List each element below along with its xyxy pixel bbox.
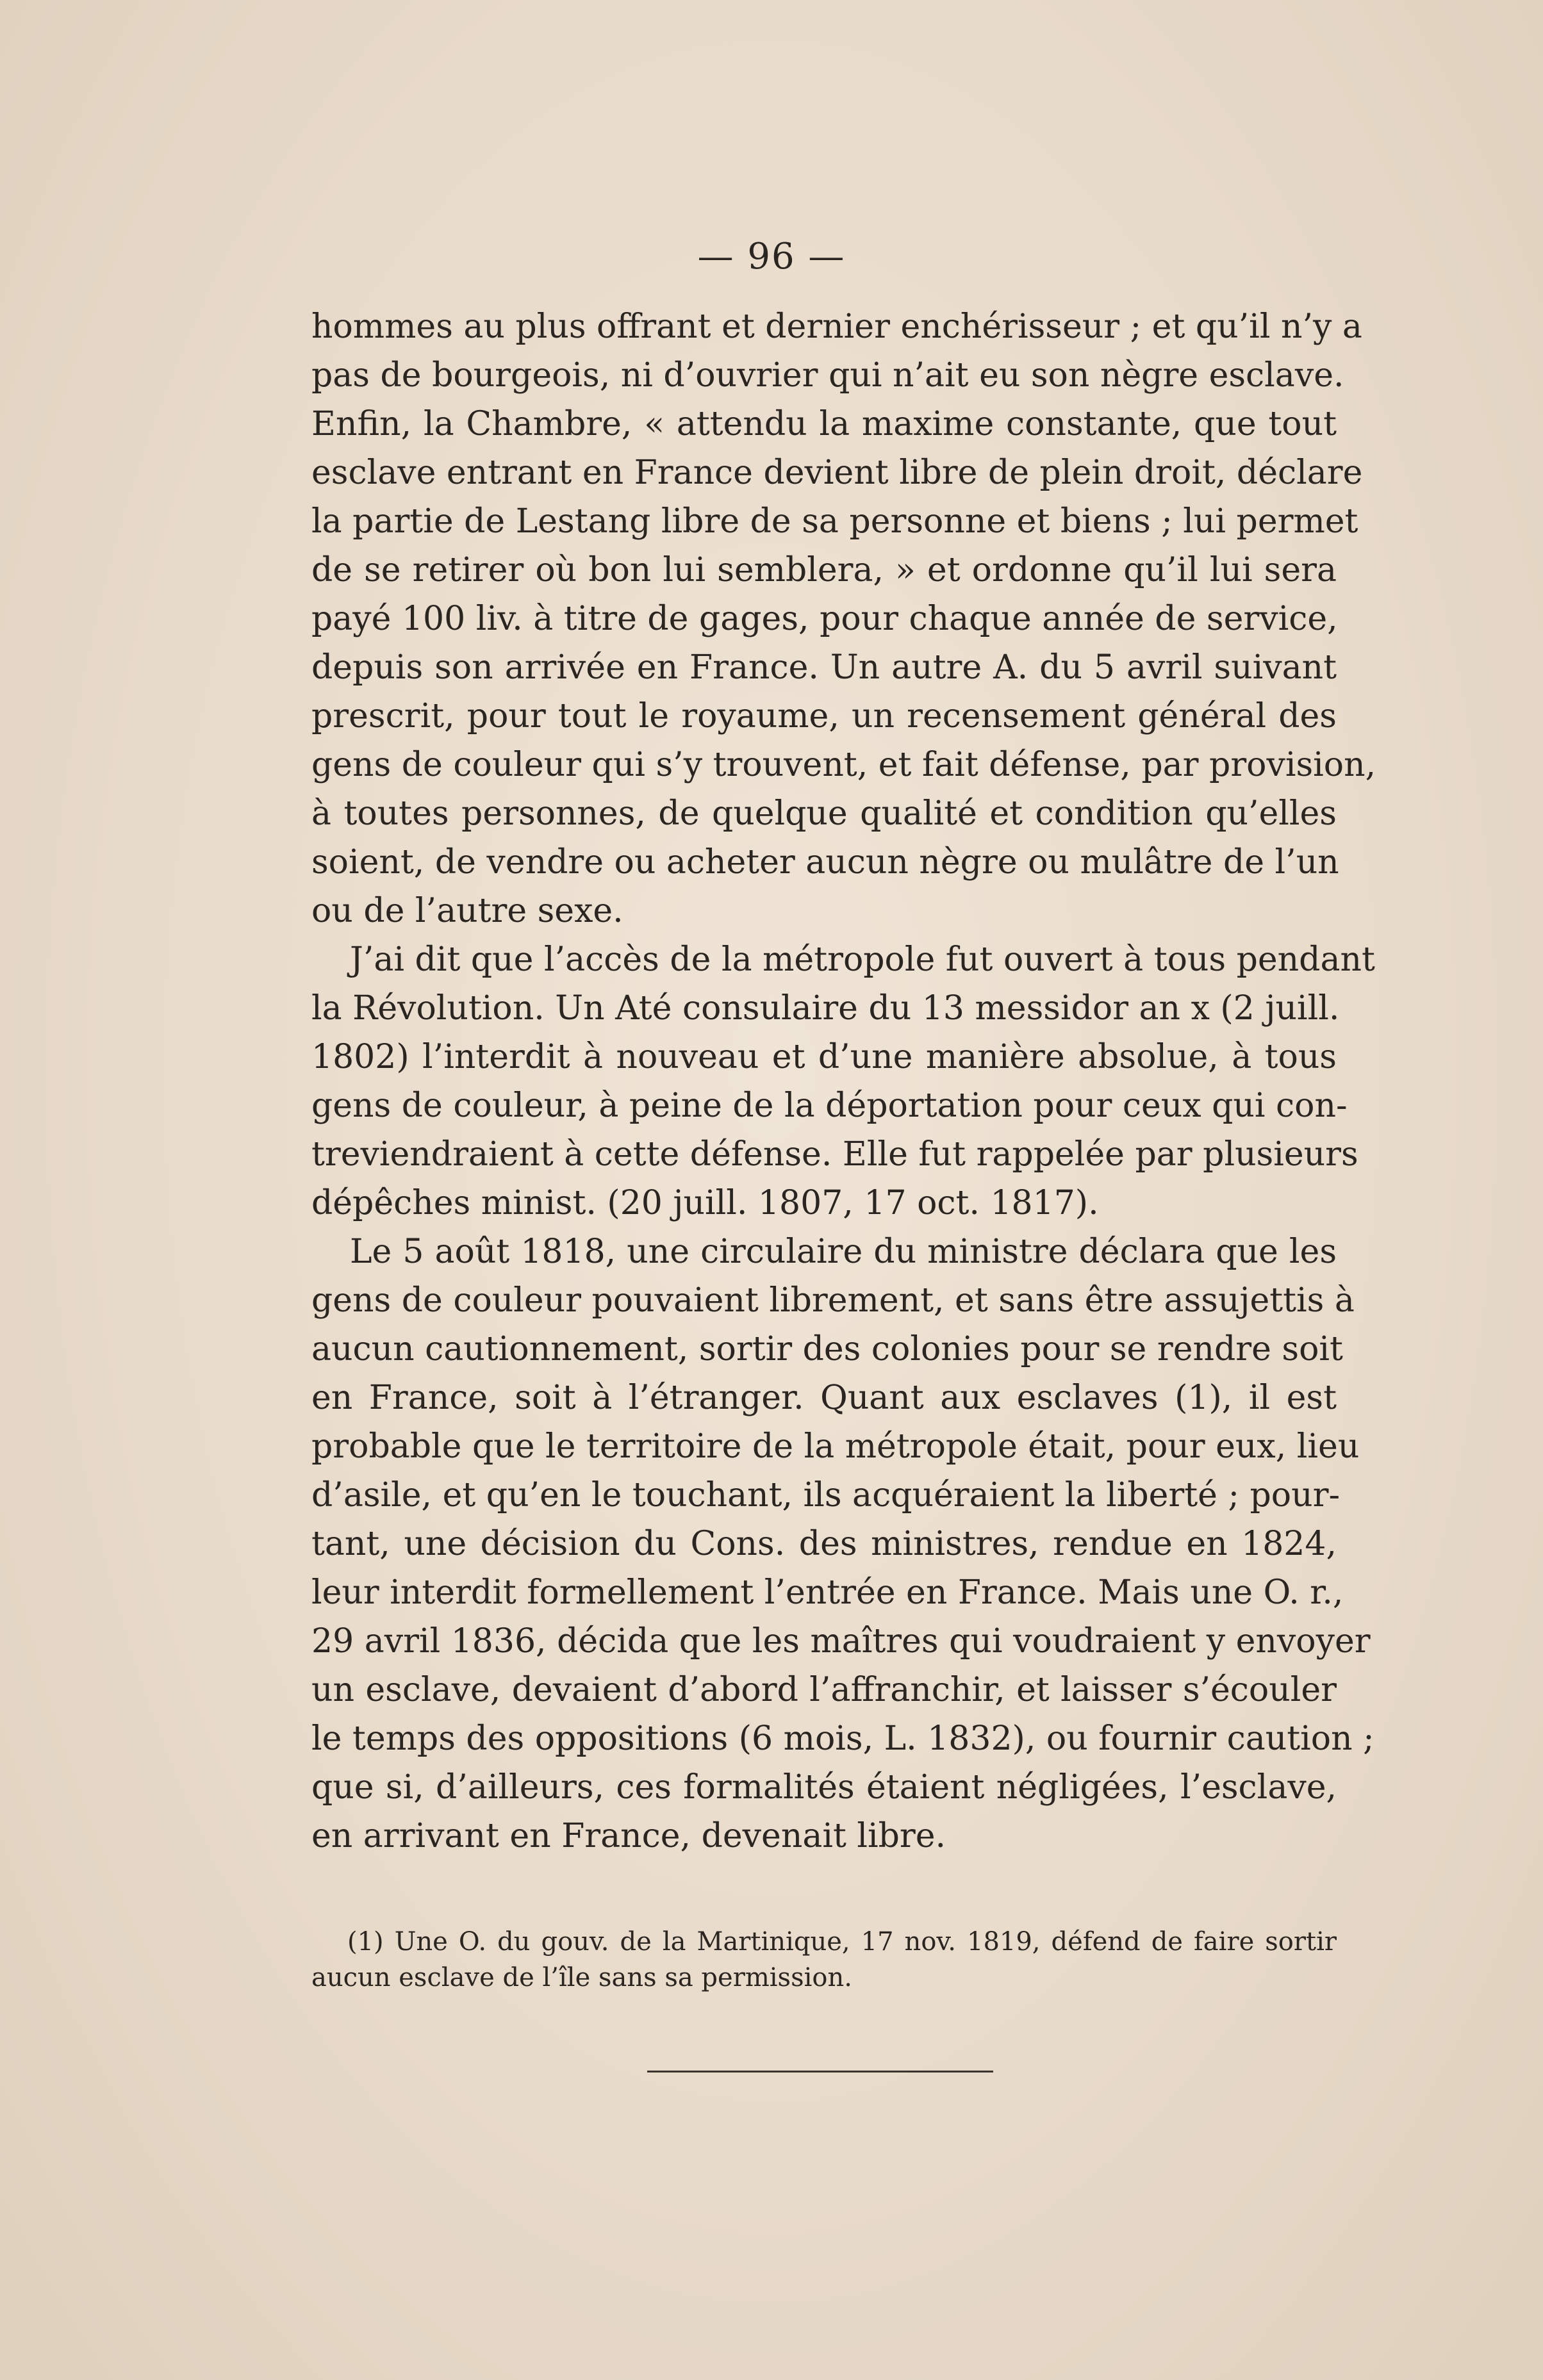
paragraph [311,1227,1374,1860]
text-line: esclave entrant en France devient libre de plein droit, déclare [311,454,1363,492]
paragraph [311,935,1375,1227]
text-line: Le 5 août 1818, une circulaire du ministre déclara que les [350,1233,1337,1271]
footer-rule [647,2071,993,2072]
text-line: gens de couleur pouvaient librement, et sans être assujettis à [311,1281,1355,1320]
text-line: tant, une décision du Cons. des ministres, rendue en 1824, [311,1525,1337,1563]
text-line: depuis son arrivée en France. Un autre A. du 5 avril suivant [311,648,1337,687]
text-line: gens de couleur qui s’y trouvent, et fait défense, par provision, [311,746,1376,784]
body-text [311,302,1376,1860]
text-line: gens de couleur, à peine de la déportation pour ceux qui con- [311,1087,1348,1125]
text-line: payé 100 liv. à titre de gages, pour chaque année de service, [311,600,1338,638]
text-line: un esclave, devaient d’abord l’affranchir, et laisser s’écouler [311,1671,1337,1709]
text-line: d’asile, et qu’en le touchant, ils acquéraient la liberté ; pour- [311,1476,1341,1514]
footnote-line: (1) Une O. du gouv. de la Martinique, 17 nov. 1819, défend de faire sortir [347,1927,1337,1957]
text-line: que si, d’ailleurs, ces formalités étaient négligées, l’esclave, [311,1768,1337,1807]
text-line: la Révolution. Un Até consulaire du 13 messidor an x (2 juill. [311,989,1340,1028]
text-line: Enfin, la Chambre, « attendu la maxime constante, que tout [311,405,1337,443]
text-line: treviendraient à cette défense. Elle fut rappelée par plusieurs [311,1135,1358,1174]
text-line: à toutes personnes, de quelque qualité et condition qu’elles [311,794,1337,833]
page-number: — 96 — [697,236,846,277]
text-line: dépêches minist. (20 juill. 1807, 17 oct. 1817). [311,1184,1099,1222]
text-line: de se retirer où bon lui semblera, » et ordonne qu’il lui sera [311,551,1337,589]
text-line: en arrivant en France, devenait libre. [311,1817,946,1855]
footnotes [311,1924,1337,1996]
text-line: pas de bourgeois, ni d’ouvrier qui n’ait eu son nègre esclave. [311,356,1344,395]
text-line: probable que le territoire de la métropole était, pour eux, lieu [311,1427,1360,1466]
text-line: ou de l’autre sexe. [311,892,623,930]
text-line: 1802) l’interdit à nouveau et d’une manière absolue, à tous [311,1038,1337,1076]
text-line: en France, soit à l’étranger. Quant aux esclaves (1), il est [311,1379,1337,1417]
text-line: soient, de vendre ou acheter aucun nègre ou mulâtre de l’un [311,843,1339,882]
footnote-line: aucun esclave de l’île sans sa permission. [311,1963,852,1992]
text-line: aucun cautionnement, sortir des colonies pour se rendre soit [311,1330,1343,1368]
text-line: J’ai dit que l’accès de la métropole fut ouvert à tous pendant [350,940,1375,979]
paragraph [311,302,1376,935]
text-line: le temps des oppositions (6 mois, L. 1832), ou fournir caution ; [311,1719,1374,1758]
text-line: leur interdit formellement l’entrée en France. Mais une O. r., [311,1573,1344,1612]
text-line: prescrit, pour tout le royaume, un recensement général des [311,697,1337,735]
text-line: la partie de Lestang libre de sa personne et biens ; lui permet [311,502,1358,541]
text-line: hommes au plus offrant et dernier enchérisseur ; et qu’il n’y a [311,308,1362,346]
footnote [311,1924,1337,1996]
text-line: 29 avril 1836, décida que les maîtres qui voudraient y envoyer [311,1622,1371,1661]
